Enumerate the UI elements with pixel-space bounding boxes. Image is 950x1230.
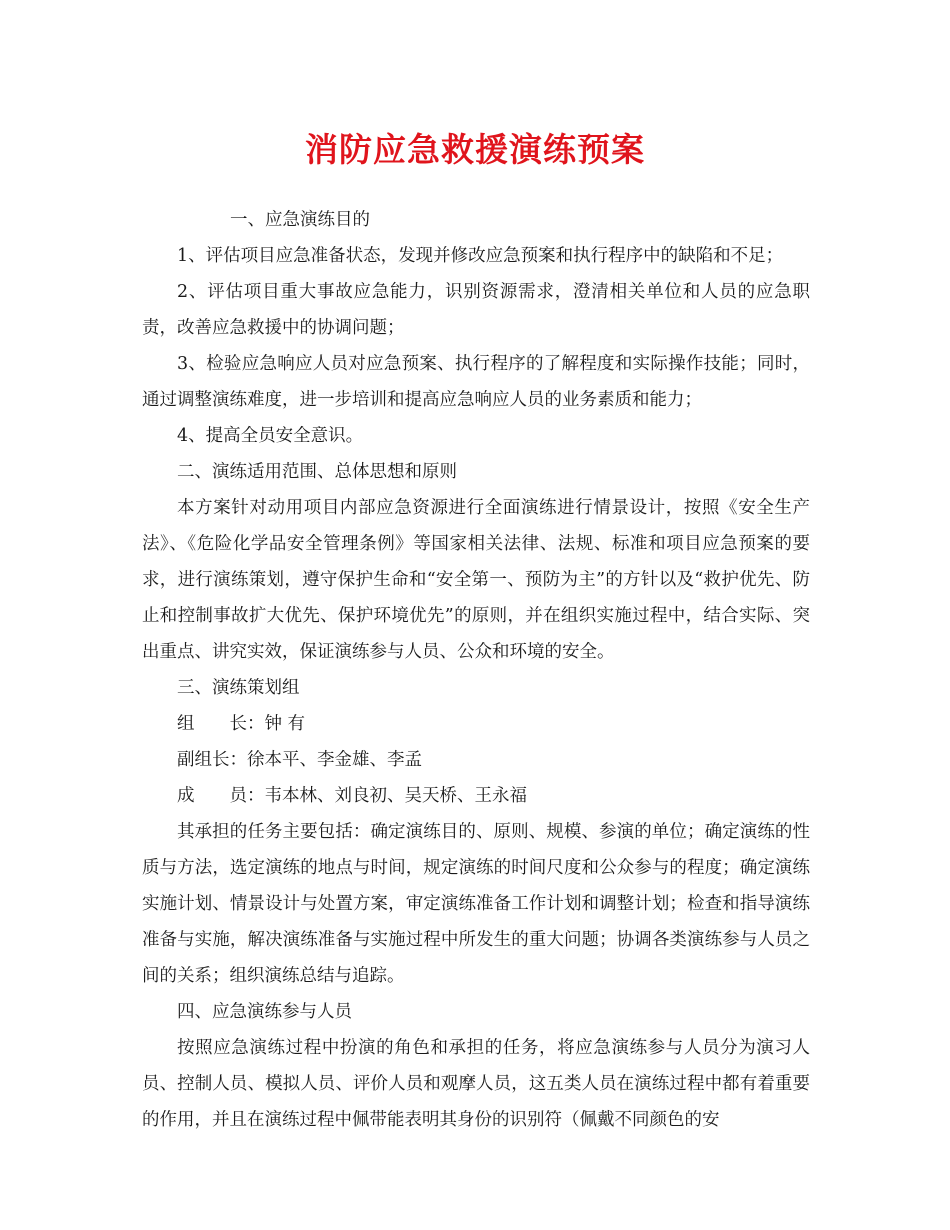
section-heading: 一、应急演练目的 xyxy=(230,210,370,230)
paragraph: 3、检验应急响应人员对应急预案、执行程序的了解程度和实际操作技能；同时，通过调整演练难度，进一步培训和提高应急响应人员的业务素质和能力； xyxy=(142,354,810,410)
paragraph: 本方案针对动用项目内部应急资源进行全面演练进行情景设计，按照《安全生产法》、《危险化学品安全管理条例》等国家相关法律、法规、标准和项目应急预案的要求，进行演练策划，遵守保护生命和“安全第一、预防为主”的方针以及“救护优先、防止和控制事故扩大优先、保护环境优先”的原则，并在组织实施过程中，结合实际、突出重点、讲究实效，保证演练参与人员、公众和环境的安全。 xyxy=(142,498,810,662)
paragraph: 其承担的任务主要包括：确定演练目的、原则、规模、参演的单位；确定演练的性质与方法，选定演练的地点与时间，规定演练的时间尺度和公众参与的程度；确定演练实施计划、情景设计与处置方案，审定演练准备工作计划和调整计划；检查和指导演练准备与实施，解决演练准备与实施过程中所发生的重大问题；协调各类演练参与人员之间的关系；组织演练总结与追踪。 xyxy=(142,822,810,986)
document-title: 消防应急救援演练预案 xyxy=(305,130,645,169)
document-body xyxy=(142,202,810,1138)
paragraph: 2、评估项目重大事故应急能力，识别资源需求，澄清相关单位和人员的应急职责，改善应急救援中的协调问题； xyxy=(142,282,810,338)
section-heading: 二、演练适用范围、总体思想和原则 xyxy=(177,462,457,482)
team-members-line: 成 员：韦本林、刘良初、吴天桥、王永福 xyxy=(177,786,527,806)
paragraph: 按照应急演练过程中扮演的角色和承担的任务，将应急演练参与人员分为演习人员、控制人员、模拟人员、评价人员和观摩人员，这五类人员在演练过程中都有着重要的作用，并且在演练过程中佩带能表明其身份的识别符（佩戴不同颜色的安 xyxy=(142,1038,810,1130)
deputy-leader-line: 副组长：徐本平、李金雄、李孟 xyxy=(177,750,422,770)
section-heading: 四、应急演练参与人员 xyxy=(177,1002,352,1022)
section-heading: 三、演练策划组 xyxy=(177,678,300,698)
paragraph: 4、提高全员安全意识。 xyxy=(177,426,364,446)
team-leader-line: 组 长：钟 有 xyxy=(177,714,306,734)
paragraph: 1、评估项目应急准备状态，发现并修改应急预案和执行程序中的缺陷和不足； xyxy=(177,246,784,266)
